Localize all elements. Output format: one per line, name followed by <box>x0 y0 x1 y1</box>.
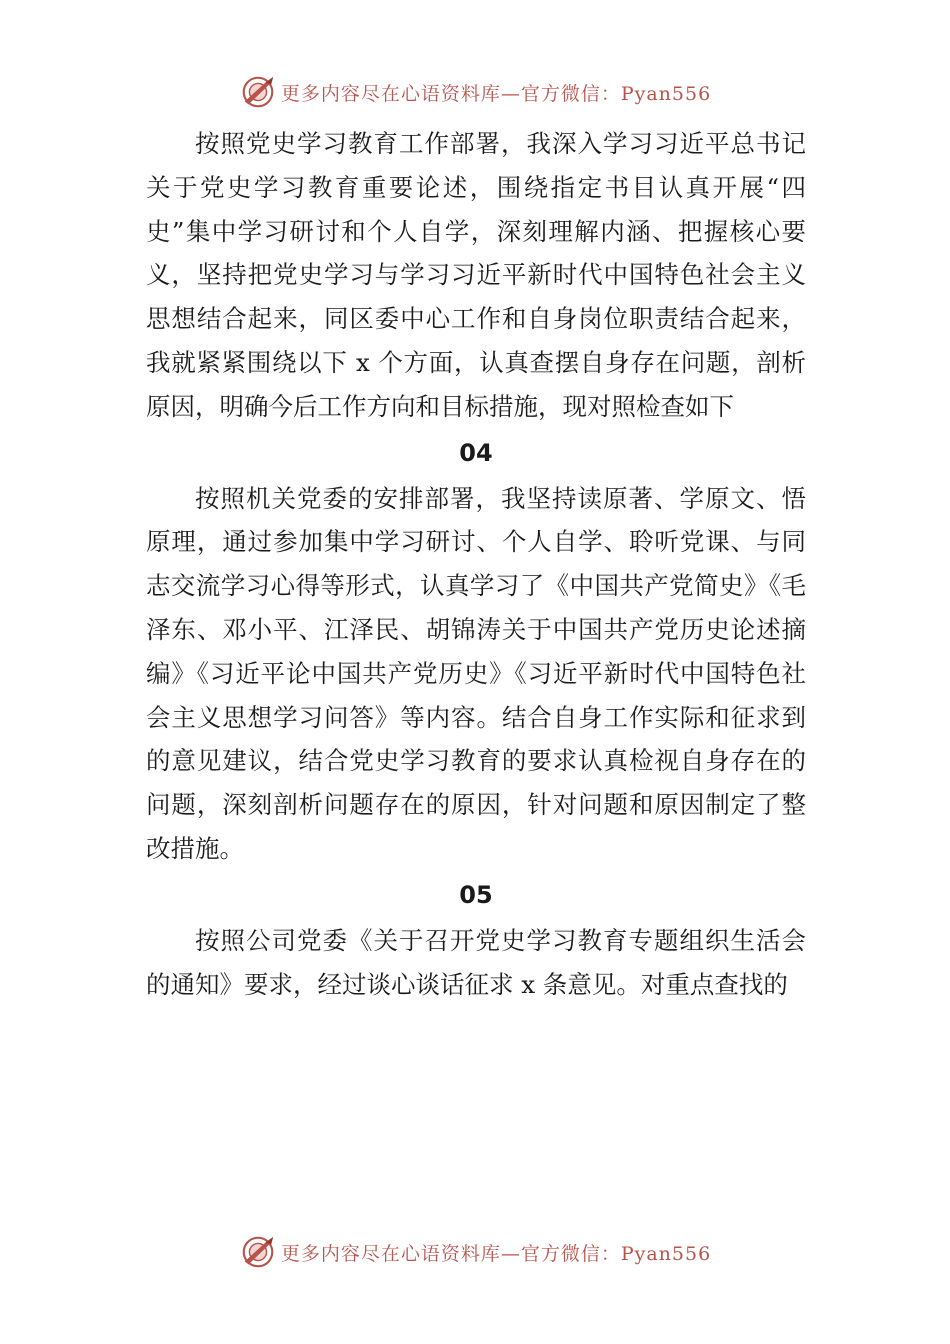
footer-banner <box>0 1230 950 1274</box>
paragraph-3: 按照公司党委《关于召开党史学习教育专题组织生活会的通知》要求，经过谈心谈话征求 x 条意见。对重点查找的 <box>146 925 806 999</box>
brand-logo-icon <box>239 73 277 111</box>
brand-logo-icon <box>239 1233 277 1271</box>
document-body <box>146 122 806 1006</box>
section-number-05: 05 <box>459 880 493 909</box>
header-banner-text: 更多内容尽在心语资料库—官方微信：Pyan556 <box>280 82 712 105</box>
section-number-04: 04 <box>459 438 493 467</box>
paragraph-1: 按照党史学习教育工作部署，我深入学习习近平总书记关于党史学习教育重要论述，围绕指定书目认真开展“四史”集中学习研讨和个人自学，深刻理解内涵、把握核心要义，坚持把党史学习与学习习近平新时代中国特色社会主义思想结合起来，同区委中心工作和自身岗位职责结合起来，我就紧紧围绕以下 x 个方面，认真查摆自身存在问题，剖析原因，明确今后工作方向和目标措施，现对照检查如下 <box>146 129 806 421</box>
footer-banner-text: 更多内容尽在心语资料库—官方微信：Pyan556 <box>280 1242 712 1265</box>
paragraph-2: 按照机关党委的安排部署，我坚持读原著、学原文、悟原理，通过参加集中学习研讨、个人自学、聆听党课、与同志交流学习心得等形式，认真学习了《中国共产党简史》《毛泽东、邓小平、江泽民、胡锦涛关于中国共产党历史论述摘编》《习近平论中国共产党历史》《习近平新时代中国特色社会主义思想学习问答》等内容。结合自身工作实际和征求到的意见建议，结合党史学习教育的要求认真检视自身存在的问题，深刻剖析问题存在的原因，针对问题和原因制定了整改措施。 <box>146 483 806 863</box>
header-banner <box>0 70 950 114</box>
